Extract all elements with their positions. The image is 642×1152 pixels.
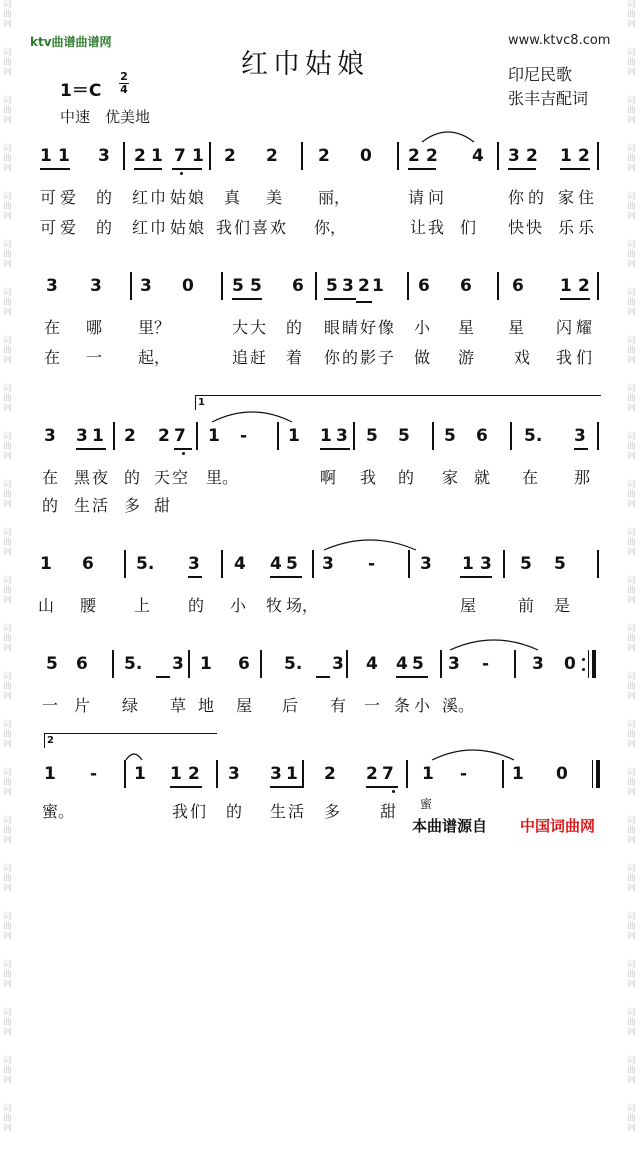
watermark-char: 曲: [627, 586, 637, 596]
watermark-char: 网: [627, 404, 637, 414]
watermark-char: 词: [627, 480, 637, 490]
underline: [232, 298, 262, 300]
first-ending-number: 1: [198, 397, 205, 408]
lyric-row-3a: 在 黑 夜 的 天 空 里。 啊 我 的 家 就 在 那: [42, 468, 591, 487]
lyric-row-1a: 可 爱 的 红 巾 姑 娘 真 美 丽， 请 问 你 的 家 住: [40, 188, 595, 207]
tie: [448, 636, 540, 652]
watermark-char: 网: [3, 980, 13, 990]
watermark-char: 曲: [3, 442, 13, 452]
left-watermark: [3, 0, 15, 1134]
watermark-char: 网: [3, 212, 13, 222]
watermark-char: 网: [3, 836, 13, 846]
note: 2: [266, 146, 278, 166]
watermark-char: 词: [627, 96, 637, 106]
watermark-char: 词: [627, 576, 637, 586]
underline: [508, 168, 536, 170]
watermark-char: 网: [627, 596, 637, 606]
watermark-char: 网: [3, 1028, 13, 1038]
watermark-char: 词: [3, 48, 13, 58]
watermark-char: 网: [3, 548, 13, 558]
watermark-char: 词: [3, 720, 13, 730]
barline: [130, 272, 132, 300]
watermark-char: 曲: [627, 298, 637, 308]
barline: [597, 142, 599, 170]
repeat-dot: [582, 668, 585, 671]
notation-row-5: 5 6 5. 3 1 6 5. 3 4 4 5 3 - 3 0: [46, 654, 576, 674]
watermark-char: 网: [627, 1076, 637, 1086]
note: 7: [174, 146, 186, 166]
watermark-char: 曲: [3, 346, 13, 356]
note: 2: [578, 146, 590, 166]
barline: [510, 422, 512, 450]
watermark-char: 词: [627, 432, 637, 442]
watermark-char: 词: [3, 1056, 13, 1066]
watermark-char: 曲: [3, 826, 13, 836]
repeat-end-thick: [592, 650, 596, 678]
barline: [221, 272, 223, 300]
song-title: 红巾姑娘: [241, 49, 369, 80]
barline: [124, 550, 126, 578]
watermark-char: 曲: [3, 202, 13, 212]
note: 2: [526, 146, 538, 166]
note: 1: [58, 146, 70, 166]
watermark-char: 曲: [3, 10, 13, 20]
watermark-char: 词: [3, 672, 13, 682]
watermark-char: 曲: [627, 10, 637, 20]
note: 1: [151, 146, 163, 166]
underline: [188, 576, 202, 578]
watermark-char: 词: [3, 480, 13, 490]
watermark-char: 网: [3, 932, 13, 942]
barline: [497, 142, 499, 170]
barline: [113, 422, 115, 450]
underline: [170, 786, 202, 788]
watermark-char: 网: [627, 692, 637, 702]
barline: [406, 760, 408, 788]
watermark-char: 曲: [627, 490, 637, 500]
watermark-char: 网: [627, 884, 637, 894]
barline: [502, 760, 504, 788]
watermark-char: 网: [627, 20, 637, 30]
watermark-char: 网: [3, 356, 13, 366]
watermark-char: 曲: [3, 1114, 13, 1124]
watermark-char: 词: [3, 576, 13, 586]
watermark-char: 曲: [3, 634, 13, 644]
watermark-char: 词: [3, 960, 13, 970]
note: 2: [224, 146, 236, 166]
watermark-char: 网: [3, 404, 13, 414]
watermark-char: 曲: [627, 106, 637, 116]
note: 4: [472, 146, 484, 166]
watermark-char: 词: [627, 960, 637, 970]
underline: [174, 448, 192, 450]
watermark-char: 网: [627, 1028, 637, 1038]
watermark-char: 网: [3, 260, 13, 270]
watermark-char: 网: [3, 692, 13, 702]
watermark-char: 词: [627, 48, 637, 58]
watermark-char: 曲: [627, 634, 637, 644]
watermark-char: 词: [627, 912, 637, 922]
site-logo-left: ktv曲谱曲谱网: [30, 35, 112, 49]
note: 3: [98, 146, 110, 166]
underline: [324, 298, 356, 300]
watermark-char: 网: [3, 788, 13, 798]
watermark-char: 网: [3, 1124, 13, 1134]
watermark-char: 网: [627, 308, 637, 318]
watermark-char: 词: [3, 0, 13, 10]
watermark-char: 曲: [627, 346, 637, 356]
watermark-char: 曲: [3, 1066, 13, 1076]
watermark-char: 网: [627, 932, 637, 942]
barline: [497, 272, 499, 300]
watermark-char: 曲: [627, 778, 637, 788]
barline: [353, 422, 355, 450]
underline: [172, 168, 202, 170]
lyric-row-4: 山 腰 上 的 小 牧 场， 屋 前 是: [38, 596, 571, 615]
watermark-char: 词: [627, 1008, 637, 1018]
watermark-char: 曲: [627, 538, 637, 548]
watermark-char: 词: [3, 1008, 13, 1018]
barline: [407, 272, 409, 300]
watermark-char: 曲: [627, 1018, 637, 1028]
watermark-char: 曲: [3, 970, 13, 980]
lyric-row-6: 蜜。 我 们 的 生 活 多 甜 蜜: [42, 797, 433, 821]
underline: [560, 168, 590, 170]
watermark-char: 曲: [3, 298, 13, 308]
barline: [124, 760, 126, 788]
watermark-char: 网: [3, 116, 13, 126]
final-bar-thin: [592, 760, 593, 788]
watermark-char: 词: [627, 192, 637, 202]
final-bar-thick: [596, 760, 600, 788]
watermark-char: 曲: [627, 826, 637, 836]
watermark-char: 网: [3, 452, 13, 462]
watermark-char: 词: [3, 384, 13, 394]
note: 3: [508, 146, 520, 166]
lyric-row-5: 一 片 绿 草 地 屋 后 有 一 条 小 溪。: [42, 696, 475, 715]
watermark-char: 网: [627, 356, 637, 366]
barline: [302, 760, 304, 788]
watermark-char: 词: [627, 144, 637, 154]
underline: [76, 448, 106, 450]
right-watermark: [627, 0, 639, 1134]
tie: [124, 746, 144, 762]
watermark-char: 词: [3, 336, 13, 346]
barline: [597, 550, 599, 578]
underline: [156, 676, 170, 678]
watermark-char: 词: [627, 1104, 637, 1114]
watermark-char: 曲: [3, 154, 13, 164]
tempo-marking: 中速 优美地: [60, 108, 151, 126]
barline: [301, 142, 303, 170]
watermark-char: 网: [3, 308, 13, 318]
notation-row-4: 1 6 5. 3 4 4 5 3 - 3 1 3 5 5: [40, 554, 566, 574]
watermark-char: 网: [3, 164, 13, 174]
barline: [503, 550, 505, 578]
site-url-right: www.ktvc8.com: [508, 33, 611, 48]
watermark-char: 词: [3, 768, 13, 778]
watermark-char: 网: [627, 500, 637, 510]
watermark-char: 曲: [3, 538, 13, 548]
watermark-char: 曲: [3, 394, 13, 404]
tie: [420, 128, 476, 144]
barline: [514, 650, 516, 678]
watermark-char: 词: [627, 768, 637, 778]
watermark-char: 词: [3, 1104, 13, 1114]
watermark-char: 曲: [627, 730, 637, 740]
tie: [210, 408, 294, 424]
underline: [40, 168, 70, 170]
note: 1: [560, 146, 572, 166]
watermark-char: 词: [627, 864, 637, 874]
barline: [123, 142, 125, 170]
watermark-char: 网: [3, 884, 13, 894]
watermark-char: 曲: [627, 250, 637, 260]
watermark-char: 曲: [627, 442, 637, 452]
barline: [397, 142, 399, 170]
watermark-char: 网: [627, 68, 637, 78]
footer-site-link[interactable]: 中国词曲网: [520, 817, 596, 835]
note: 1: [40, 146, 52, 166]
watermark-char: 网: [3, 644, 13, 654]
barline: [188, 650, 190, 678]
key-signature: 1＝C: [60, 81, 102, 101]
octave-dot: [392, 790, 395, 793]
watermark-char: 曲: [3, 874, 13, 884]
note: 2: [318, 146, 330, 166]
watermark-char: 曲: [627, 874, 637, 884]
watermark-char: 曲: [627, 922, 637, 932]
watermark-char: 词: [627, 816, 637, 826]
barline: [312, 550, 314, 578]
note: 2: [408, 146, 420, 166]
barline: [277, 422, 279, 450]
watermark-char: 网: [627, 212, 637, 222]
watermark-char: 曲: [627, 1114, 637, 1124]
underline: [320, 448, 350, 450]
barline: [440, 650, 442, 678]
underline: [366, 786, 398, 788]
watermark-char: 词: [3, 624, 13, 634]
watermark-char: 曲: [627, 1066, 637, 1076]
octave-dot: [180, 172, 183, 175]
lyricist-credit: 张丰吉配词: [508, 89, 589, 108]
watermark-char: 网: [627, 260, 637, 270]
watermark-char: 词: [627, 336, 637, 346]
watermark-char: 词: [3, 528, 13, 538]
watermark-char: 曲: [3, 730, 13, 740]
watermark-char: 词: [3, 912, 13, 922]
watermark-char: 词: [3, 432, 13, 442]
watermark-char: 曲: [3, 682, 13, 692]
watermark-char: 网: [3, 596, 13, 606]
note: 1: [192, 146, 204, 166]
watermark-char: 词: [3, 240, 13, 250]
time-signature: $\frac{2}{4}$: [120, 70, 128, 96]
barline: [221, 550, 223, 578]
barline: [597, 272, 599, 300]
watermark-char: 网: [627, 644, 637, 654]
watermark-char: 词: [3, 864, 13, 874]
watermark-char: 曲: [3, 1018, 13, 1028]
note: 2: [426, 146, 438, 166]
barline: [209, 142, 211, 170]
watermark-char: 词: [3, 144, 13, 154]
underline: [356, 301, 372, 303]
watermark-char: 曲: [3, 778, 13, 788]
watermark-char: 网: [627, 452, 637, 462]
barline: [432, 422, 434, 450]
notation-row-3: 3 3 1 2 2 7 1 - 1 1 3 5 5 5 6 5. 3: [44, 426, 586, 446]
watermark-char: 词: [627, 1056, 637, 1066]
watermark-char: 网: [3, 20, 13, 30]
watermark-char: 网: [3, 500, 13, 510]
watermark-char: 网: [627, 116, 637, 126]
watermark-char: 网: [3, 68, 13, 78]
note: 2: [134, 146, 146, 166]
watermark-char: 曲: [3, 922, 13, 932]
underline: [560, 298, 590, 300]
watermark-char: 曲: [627, 154, 637, 164]
watermark-char: 词: [627, 240, 637, 250]
lyric-row-2a: 在 哪 里？ 大 大 的 眼 睛 好 像 小 星 星 闪 耀: [44, 318, 593, 337]
notation-row-6: 1 - 1 1 2 3 3 1 2 2 7 1 - 1 0: [44, 764, 568, 784]
watermark-char: 词: [3, 816, 13, 826]
octave-dot: [182, 452, 185, 455]
underline: [270, 576, 302, 578]
underline: [574, 448, 588, 450]
watermark-char: 网: [627, 836, 637, 846]
watermark-char: 网: [627, 164, 637, 174]
watermark-char: 词: [627, 288, 637, 298]
watermark-char: 词: [627, 624, 637, 634]
barline: [196, 422, 198, 450]
watermark-char: 网: [627, 548, 637, 558]
watermark-char: 词: [3, 288, 13, 298]
lyric-row-3b: 的 生 活 多 甜: [42, 496, 171, 515]
watermark-char: 曲: [3, 490, 13, 500]
watermark-char: 词: [627, 672, 637, 682]
watermark-char: 曲: [3, 250, 13, 260]
watermark-char: 曲: [3, 586, 13, 596]
repeat-dot: [582, 658, 585, 661]
watermark-char: 曲: [627, 394, 637, 404]
watermark-char: 曲: [3, 106, 13, 116]
barline: [315, 272, 317, 300]
watermark-char: 词: [627, 384, 637, 394]
barline: [346, 650, 348, 678]
watermark-char: 曲: [627, 682, 637, 692]
barline: [260, 650, 262, 678]
notation-row-2: 3 3 3 0 5 5 6 5 3 2 1 6 6 6 1 2: [46, 276, 590, 296]
watermark-char: 词: [627, 720, 637, 730]
underline: [460, 576, 492, 578]
underline: [270, 786, 302, 788]
watermark-char: 网: [627, 980, 637, 990]
watermark-char: 词: [3, 192, 13, 202]
repeat-end-thin: [588, 650, 589, 678]
watermark-char: 词: [3, 96, 13, 106]
watermark-char: 网: [627, 740, 637, 750]
watermark-char: 词: [627, 0, 637, 10]
barline: [408, 550, 410, 578]
notation-row-1: [30, 142, 610, 170]
barline: [112, 650, 114, 678]
watermark-char: 曲: [627, 202, 637, 212]
underline: [396, 676, 428, 678]
watermark-char: 词: [627, 528, 637, 538]
tie: [430, 746, 516, 762]
watermark-char: 曲: [627, 58, 637, 68]
underline: [316, 676, 330, 678]
barline: [216, 760, 218, 788]
underline: [408, 168, 436, 170]
underline: [134, 168, 162, 170]
barline: [597, 422, 599, 450]
watermark-char: 曲: [627, 970, 637, 980]
watermark-char: 网: [627, 788, 637, 798]
song-origin: 印尼民歌: [508, 65, 573, 84]
watermark-char: 曲: [3, 58, 13, 68]
lyric-row-1b: 可 爱 的 红 巾 姑 娘 我 们 喜 欢 你， 让 我 们 快 快 乐 乐: [40, 218, 595, 237]
watermark-char: 网: [627, 1124, 637, 1134]
note: 0: [360, 146, 372, 166]
footer-source-text: 本曲谱源自: [412, 817, 488, 835]
second-ending-number: 2: [47, 735, 54, 746]
lyric-row-2b: 在 一 起， 追 赶 着 你 的 影 子 做 游 戏 我 们: [44, 348, 593, 367]
watermark-char: 网: [3, 740, 13, 750]
tie: [322, 536, 418, 552]
watermark-char: 网: [3, 1076, 13, 1086]
